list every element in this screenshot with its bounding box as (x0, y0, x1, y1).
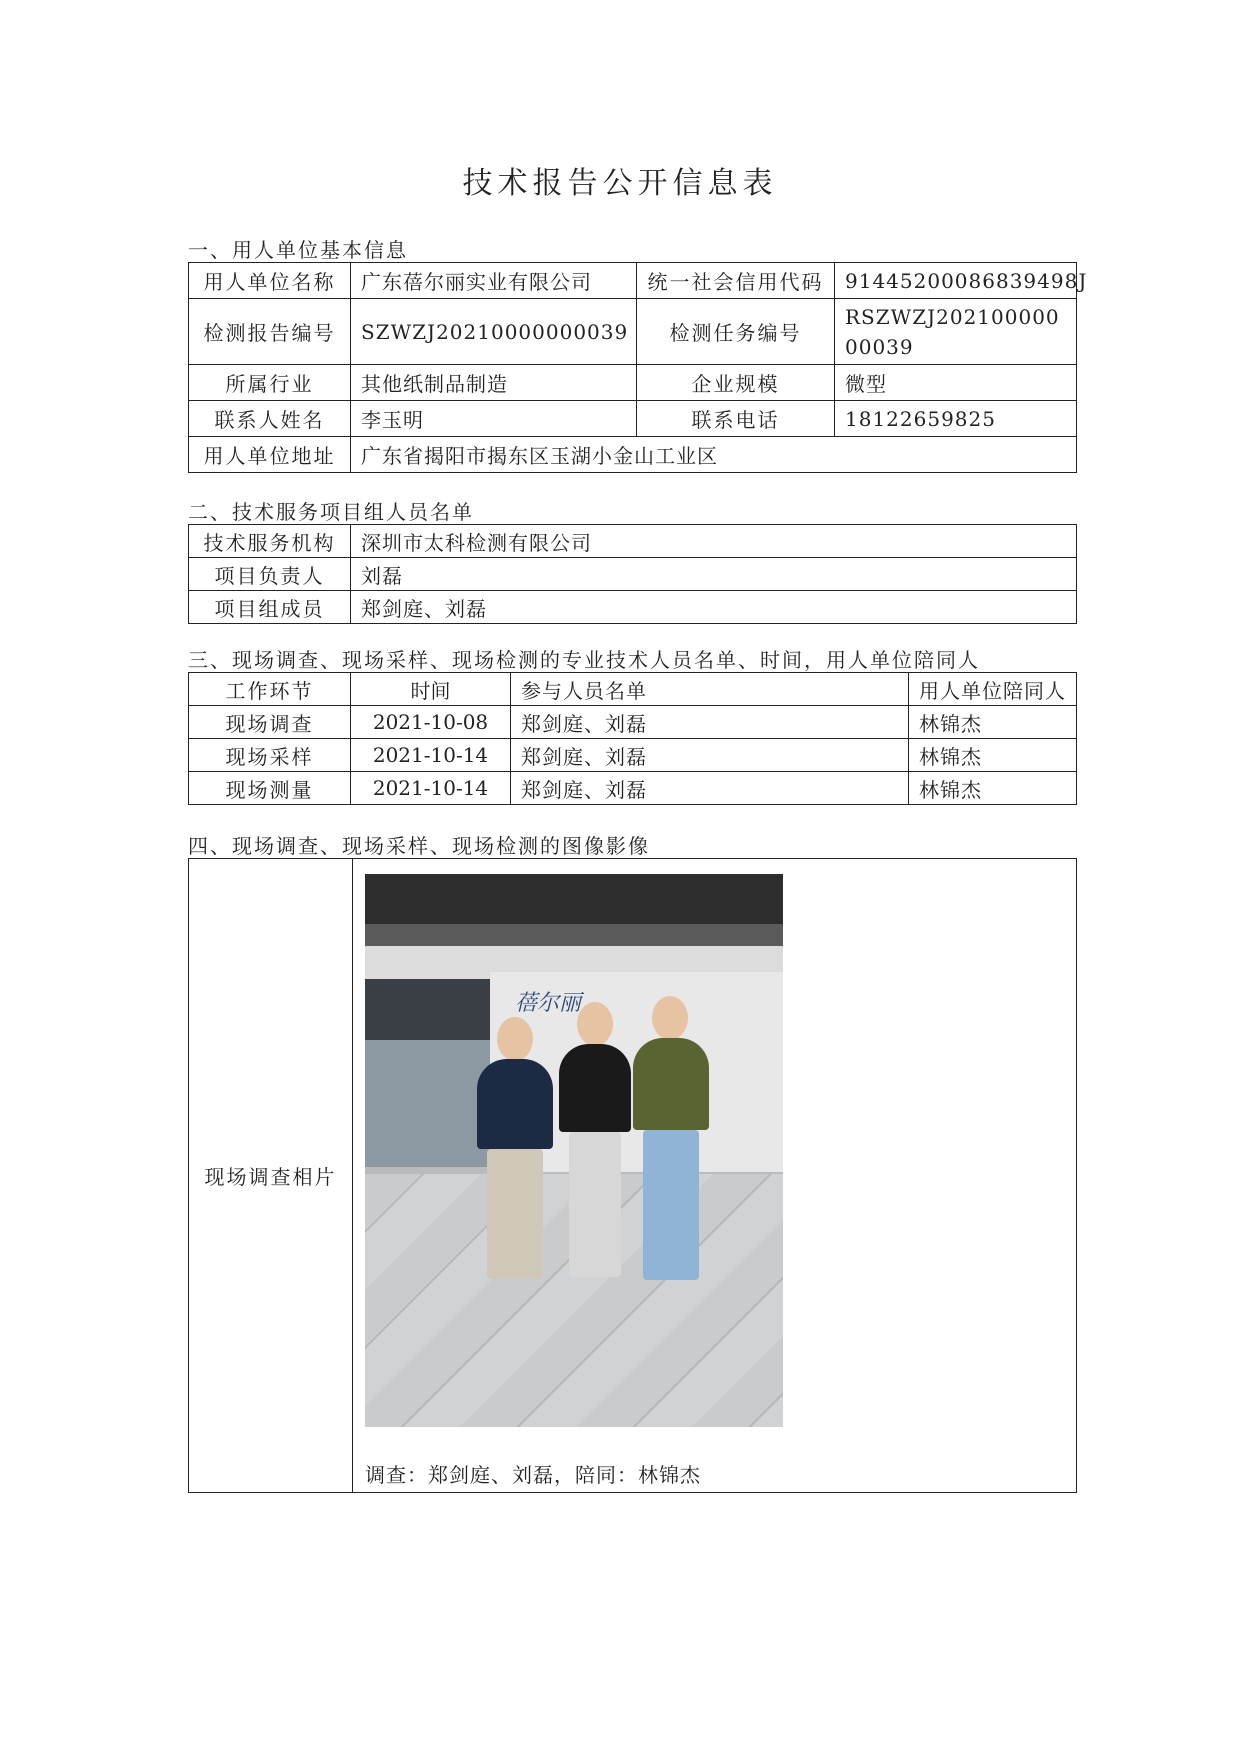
section-4-heading: 四、现场调查、现场采样、现场检测的图像影像 (188, 834, 650, 858)
section-3-heading: 三、现场调查、现场采样、现场检测的专业技术人员名单、时间，用人单位陪同人 (188, 648, 980, 672)
cell-participants: 郑剑庭、刘磊 (511, 706, 909, 739)
table-row (189, 263, 1077, 299)
photo-person-legs (487, 1149, 543, 1279)
table-row (189, 437, 1077, 473)
project-team-table (188, 524, 1077, 624)
field-work-table (188, 672, 1077, 805)
phone-label: 联系电话 (637, 401, 835, 437)
industry-label: 所属行业 (189, 365, 351, 401)
report-number-value: SZWZJ20210000000039 (351, 299, 637, 365)
site-survey-photo (365, 874, 783, 1427)
section-2-heading: 二、技术服务项目组人员名单 (188, 500, 474, 524)
cell-date: 2021-10-14 (351, 739, 511, 772)
basic-info-table (188, 262, 1088, 473)
cell-participants: 郑剑庭、刘磊 (511, 739, 909, 772)
section-1-heading: 一、用人单位基本信息 (188, 238, 408, 262)
cell-date: 2021-10-08 (351, 706, 511, 739)
project-lead-label: 项目负责人 (189, 558, 351, 591)
credit-code-value: 91445200086839498J (835, 263, 1077, 299)
table-row (189, 772, 1077, 805)
phone-value: 18122659825 (835, 401, 1077, 437)
table-row (189, 299, 1077, 365)
photo-person-legs (569, 1132, 621, 1277)
table-row (189, 525, 1077, 558)
photo-person-body (477, 1059, 553, 1149)
cell-participants: 郑剑庭、刘磊 (511, 772, 909, 805)
header-escort: 用人单位陪同人 (909, 673, 1077, 706)
photo-label: 现场调查相片 (189, 859, 353, 1493)
cell-escort: 林锦杰 (909, 772, 1077, 805)
table-row (189, 365, 1077, 401)
team-members-value: 郑剑庭、刘磊 (351, 591, 1077, 624)
credit-code-label: 统一社会信用代码 (637, 263, 835, 299)
cell-stage: 现场测量 (189, 772, 351, 805)
team-members-label: 项目组成员 (189, 591, 351, 624)
address-label: 用人单位地址 (189, 437, 351, 473)
table-row (189, 706, 1077, 739)
cell-stage: 现场调查 (189, 706, 351, 739)
table-row (189, 739, 1077, 772)
project-lead-value: 刘磊 (351, 558, 1077, 591)
photo-caption: 调查：郑剑庭、刘磊，陪同：林锦杰 (365, 1463, 701, 1487)
photo-person-legs (643, 1130, 699, 1280)
table-row (189, 859, 1077, 1493)
cell-date: 2021-10-14 (351, 772, 511, 805)
table-row (189, 401, 1077, 437)
service-org-label: 技术服务机构 (189, 525, 351, 558)
header-participants: 参与人员名单 (511, 673, 909, 706)
industry-value: 其他纸制品制造 (351, 365, 637, 401)
report-number-label: 检测报告编号 (189, 299, 351, 365)
scale-value: 微型 (835, 365, 1077, 401)
photo-cell (353, 859, 1077, 1493)
photo-person-head (652, 996, 688, 1040)
photo-person-body (559, 1044, 631, 1132)
table-row (189, 591, 1077, 624)
scale-label: 企业规模 (637, 365, 835, 401)
photo-person-head (497, 1017, 533, 1061)
address-value: 广东省揭阳市揭东区玉湖小金山工业区 (351, 437, 1077, 473)
service-org-value: 深圳市太科检测有限公司 (351, 525, 1077, 558)
contact-name-label: 联系人姓名 (189, 401, 351, 437)
table-header-row (189, 673, 1077, 706)
document-title: 技术报告公开信息表 (462, 166, 778, 201)
task-number-value: RSZWZJ20210000000039 (835, 299, 1077, 365)
header-work-stage: 工作环节 (189, 673, 351, 706)
task-number-label: 检测任务编号 (637, 299, 835, 365)
photo-table (188, 858, 1077, 1493)
photo-person-head (577, 1002, 613, 1046)
cell-escort: 林锦杰 (909, 739, 1077, 772)
photo-person-body (633, 1038, 709, 1130)
cell-stage: 现场采样 (189, 739, 351, 772)
contact-name-value: 李玉明 (351, 401, 637, 437)
cell-escort: 林锦杰 (909, 706, 1077, 739)
table-row (189, 558, 1077, 591)
header-time: 时间 (351, 673, 511, 706)
unit-name-label: 用人单位名称 (189, 263, 351, 299)
unit-name-value: 广东蓓尔丽实业有限公司 (351, 263, 637, 299)
photo-company-sign: 蓓尔丽 (515, 991, 582, 1016)
